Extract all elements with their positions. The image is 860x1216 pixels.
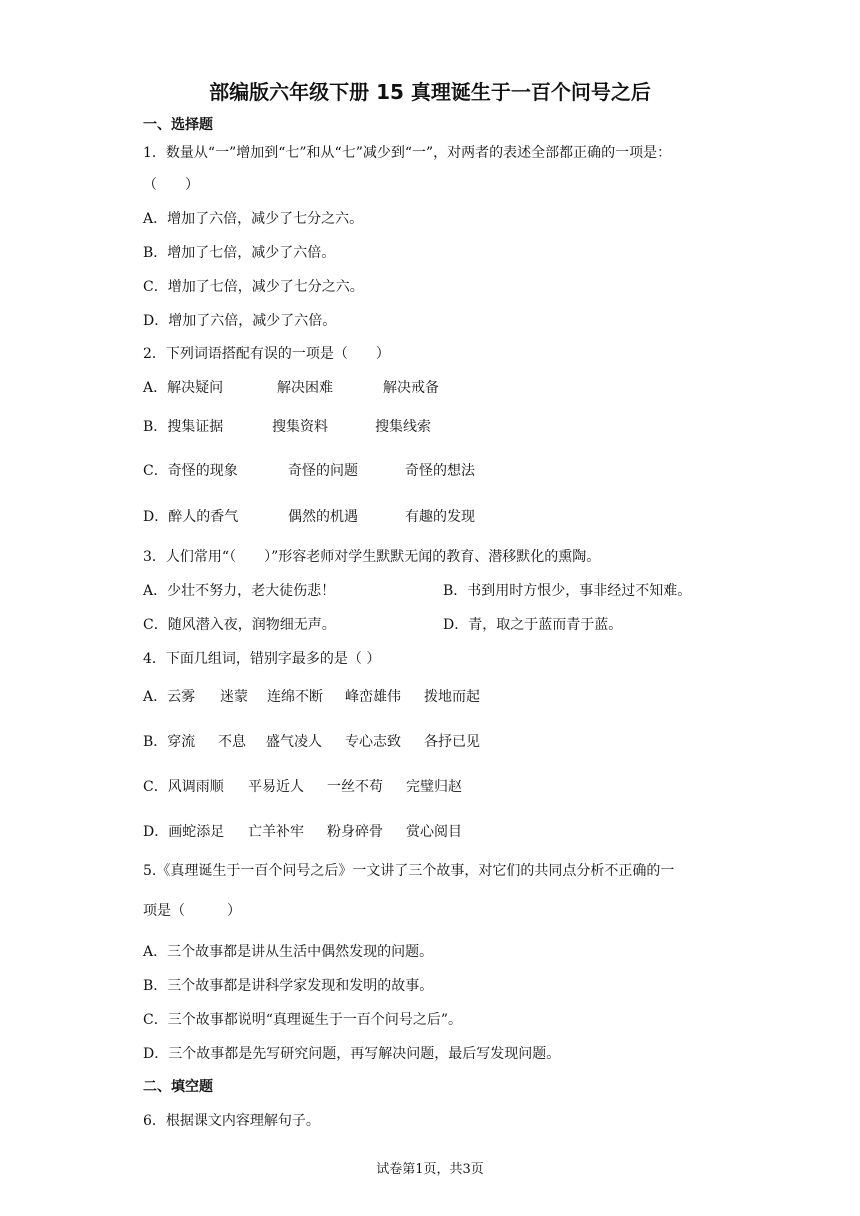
question-5-option-a: A．三个故事都是讲从生活中偶然发现的问题。 <box>143 944 434 960</box>
option-word: 峰峦雄伟 <box>345 689 401 705</box>
question-3-option-a: A．少壮不努力，老大徒伤悲！ <box>143 583 336 599</box>
question-5-stem-continued: 项是（ ） <box>143 903 241 919</box>
option-word: 专心志致 <box>345 734 401 750</box>
page-footer: 试卷第1页，共3页 <box>376 1162 484 1177</box>
option-word: B．穿流 <box>143 734 196 750</box>
option-word: 搜集线索 <box>375 419 431 435</box>
option-word: 有趣的发现 <box>405 509 475 525</box>
option-word: 解决戒备 <box>383 380 439 396</box>
option-word: D．画蛇添足 <box>143 824 225 840</box>
option-word: 拨地而起 <box>424 689 480 705</box>
question-1-option-b: B．增加了七倍，减少了六倍。 <box>143 245 336 261</box>
question-3-option-b: B．书到用时方恨少，事非经过不知难。 <box>443 583 692 599</box>
section-heading-fill: 二、填空题 <box>143 1079 213 1095</box>
option-word: C．风调雨顺 <box>143 779 224 795</box>
option-word: 连绵不断 <box>267 689 323 705</box>
question-3-option-d: D．青，取之于蓝而青于蓝。 <box>443 617 623 633</box>
option-word: 不息 <box>218 734 246 750</box>
option-word: A．云雾 <box>143 689 196 705</box>
option-word: 一丝不苟 <box>327 779 383 795</box>
option-word: C．奇怪的现象 <box>143 463 238 479</box>
option-word: B．搜集证据 <box>143 419 224 435</box>
option-word: 搜集资料 <box>272 419 328 435</box>
question-1-stem: 1．数量从“一”增加到“七”和从“七”减少到“一”，对两者的表述全部都正确的一项是： <box>143 145 672 161</box>
option-word: 奇怪的问题 <box>288 463 358 479</box>
question-3-option-c: C．随风潜入夜，润物细无声。 <box>143 617 336 633</box>
option-word: D．醉人的香气 <box>143 509 239 525</box>
question-6-stem: 6．根据课文内容理解句子。 <box>143 1113 320 1129</box>
option-word: 偶然的机遇 <box>288 509 358 525</box>
question-1-blank: （ ） <box>143 177 199 193</box>
option-word: 平易近人 <box>248 779 304 795</box>
question-1-option-c: C．增加了七倍，减少了七分之六。 <box>143 279 364 295</box>
question-1-option-d: D．增加了六倍，减少了六倍。 <box>143 313 337 329</box>
option-word: 赏心阅目 <box>406 824 462 840</box>
option-word: 完璧归赵 <box>406 779 462 795</box>
page-title: 部编版六年级下册 15 真理诞生于一百个问号之后 <box>209 80 651 104</box>
option-word: 各抒已见 <box>424 734 480 750</box>
question-5-stem: 5.《真理诞生于一百个问号之后》一文讲了三个故事，对它们的共同点分析不正确的一 <box>143 863 675 879</box>
option-word: A．解决疑问 <box>143 380 224 396</box>
option-word: 奇怪的想法 <box>405 463 475 479</box>
question-5-option-b: B．三个故事都是讲科学家发现和发明的故事。 <box>143 978 434 994</box>
option-word: 解决困难 <box>277 380 333 396</box>
option-word: 迷蒙 <box>220 689 248 705</box>
question-3-stem: 3．人们常用“（ ）”形容老师对学生默默无闻的教育、潜移默化的熏陶。 <box>143 549 601 565</box>
question-5-option-c: C．三个故事都说明“真理诞生于一百个问号之后”。 <box>143 1012 463 1028</box>
question-1-option-a: A．增加了六倍，减少了七分之六。 <box>143 211 364 227</box>
option-word: 盛气凌人 <box>266 734 322 750</box>
question-5-option-d: D．三个故事都是先写研究问题，再写解决问题，最后写发现问题。 <box>143 1046 561 1062</box>
option-word: 粉身碎骨 <box>327 824 383 840</box>
question-2-stem: 2．下列词语搭配有误的一项是（ ） <box>143 346 390 362</box>
option-word: 亡羊补牢 <box>248 824 304 840</box>
question-4-stem: 4．下面几组词，错别字最多的是（ ） <box>143 651 381 667</box>
section-heading-choice: 一、选择题 <box>143 117 213 133</box>
